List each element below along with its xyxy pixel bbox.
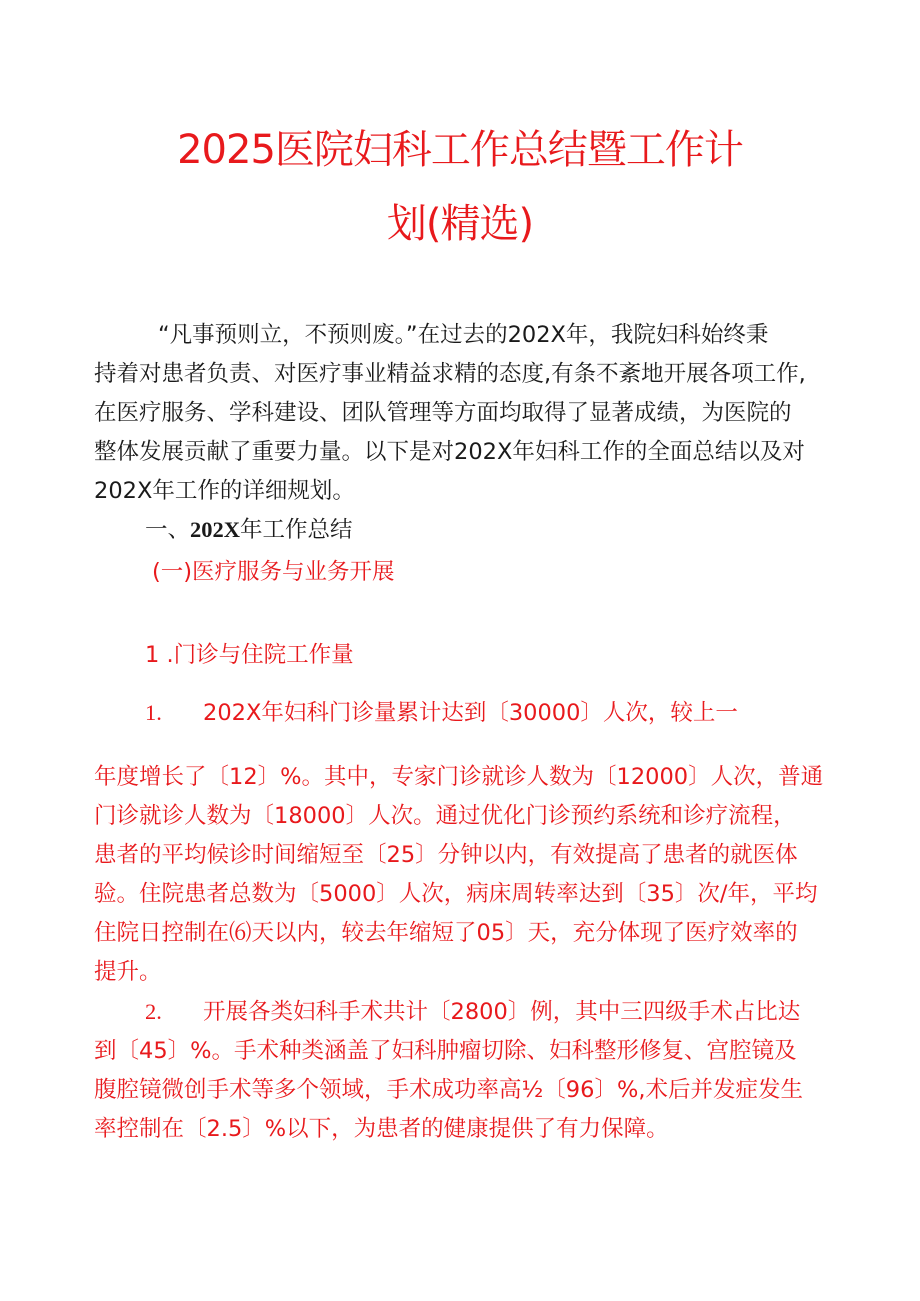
- intro-line: 整体发展贡献了重要力量。以下是对202X年妇科工作的全面总结以及对: [94, 439, 805, 465]
- item-2-line: 腹腔镜微创手术等多个领域，手术成功率高½〔96〕%,术后并发症发生: [94, 1077, 803, 1103]
- item-1-line: 住院日控制在⑹天以内，较去年缩短了05〕天，充分体现了医疗效率的: [94, 920, 798, 946]
- intro-paragraph: [94, 316, 816, 511]
- intro-line: 持着对患者负责、对医疗事业精益求精的态度,有条不紊地开展各项工作,: [94, 361, 806, 387]
- document-title-line-2: 划(精选): [386, 201, 534, 247]
- subsection-heading: (一)医疗服务与业务开展: [152, 559, 395, 585]
- item-1-line: 验。住院患者总数为〔5000〕人次，病床周转率达到〔35〕次/年，平均: [94, 881, 818, 907]
- item-2-line: 到〔45〕%。手术种类涵盖了妇科肿瘤切除、妇科整形修复、宫腔镜及: [94, 1038, 797, 1064]
- item-2-number: 2.: [145, 999, 162, 1024]
- intro-line: 在医疗服务、学科建设、团队管理等方面均取得了显著成绩，为医院的: [94, 400, 792, 426]
- intro-line: 202X年工作的详细规划。: [94, 478, 355, 504]
- section-heading-suffix: 年工作总结: [240, 517, 353, 543]
- item-1-line: 提升。: [94, 959, 162, 985]
- section-heading-1: [145, 515, 353, 545]
- item-2-line: 率控制在〔2.5〕%以下，为患者的健康提供了有力保障。: [94, 1116, 669, 1142]
- intro-line: “凡事预则立，不预则废。”在过去的202X年，我院妇科始终秉: [158, 322, 769, 348]
- item-2-first-text: 开展各类妇科手术共计〔2800〕例，其中三四级手术占比达: [203, 999, 801, 1025]
- item-1-line: 门诊就诊人数为〔18000〕人次。通过优化门诊预约系统和诊疗流程，: [94, 803, 796, 829]
- item-1-paragraph: [94, 758, 824, 992]
- item-1-first-line: [145, 698, 738, 728]
- item-1-first-text: 202X年妇科门诊量累计达到〔30000〕人次，较上一: [203, 700, 738, 726]
- section-heading-prefix: 一、: [145, 517, 191, 543]
- item-1-line: 患者的平均候诊时间缩短至〔25〕分钟以内，有效提高了患者的就医体: [94, 842, 798, 868]
- sub-subsection-heading: 1 .门诊与住院工作量: [145, 642, 354, 668]
- item-1-number: 1.: [145, 700, 162, 725]
- item-2-first-line: [94, 992, 816, 1032]
- document-title-line-1: 2025医院妇科工作总结暨工作计: [177, 127, 743, 173]
- section-heading-year: 202X: [190, 517, 241, 542]
- item-1-line: 年度增长了〔12〕%。其中，专家门诊就诊人数为〔12000〕人次，普通: [94, 764, 824, 790]
- item-2-paragraph: [94, 992, 816, 1149]
